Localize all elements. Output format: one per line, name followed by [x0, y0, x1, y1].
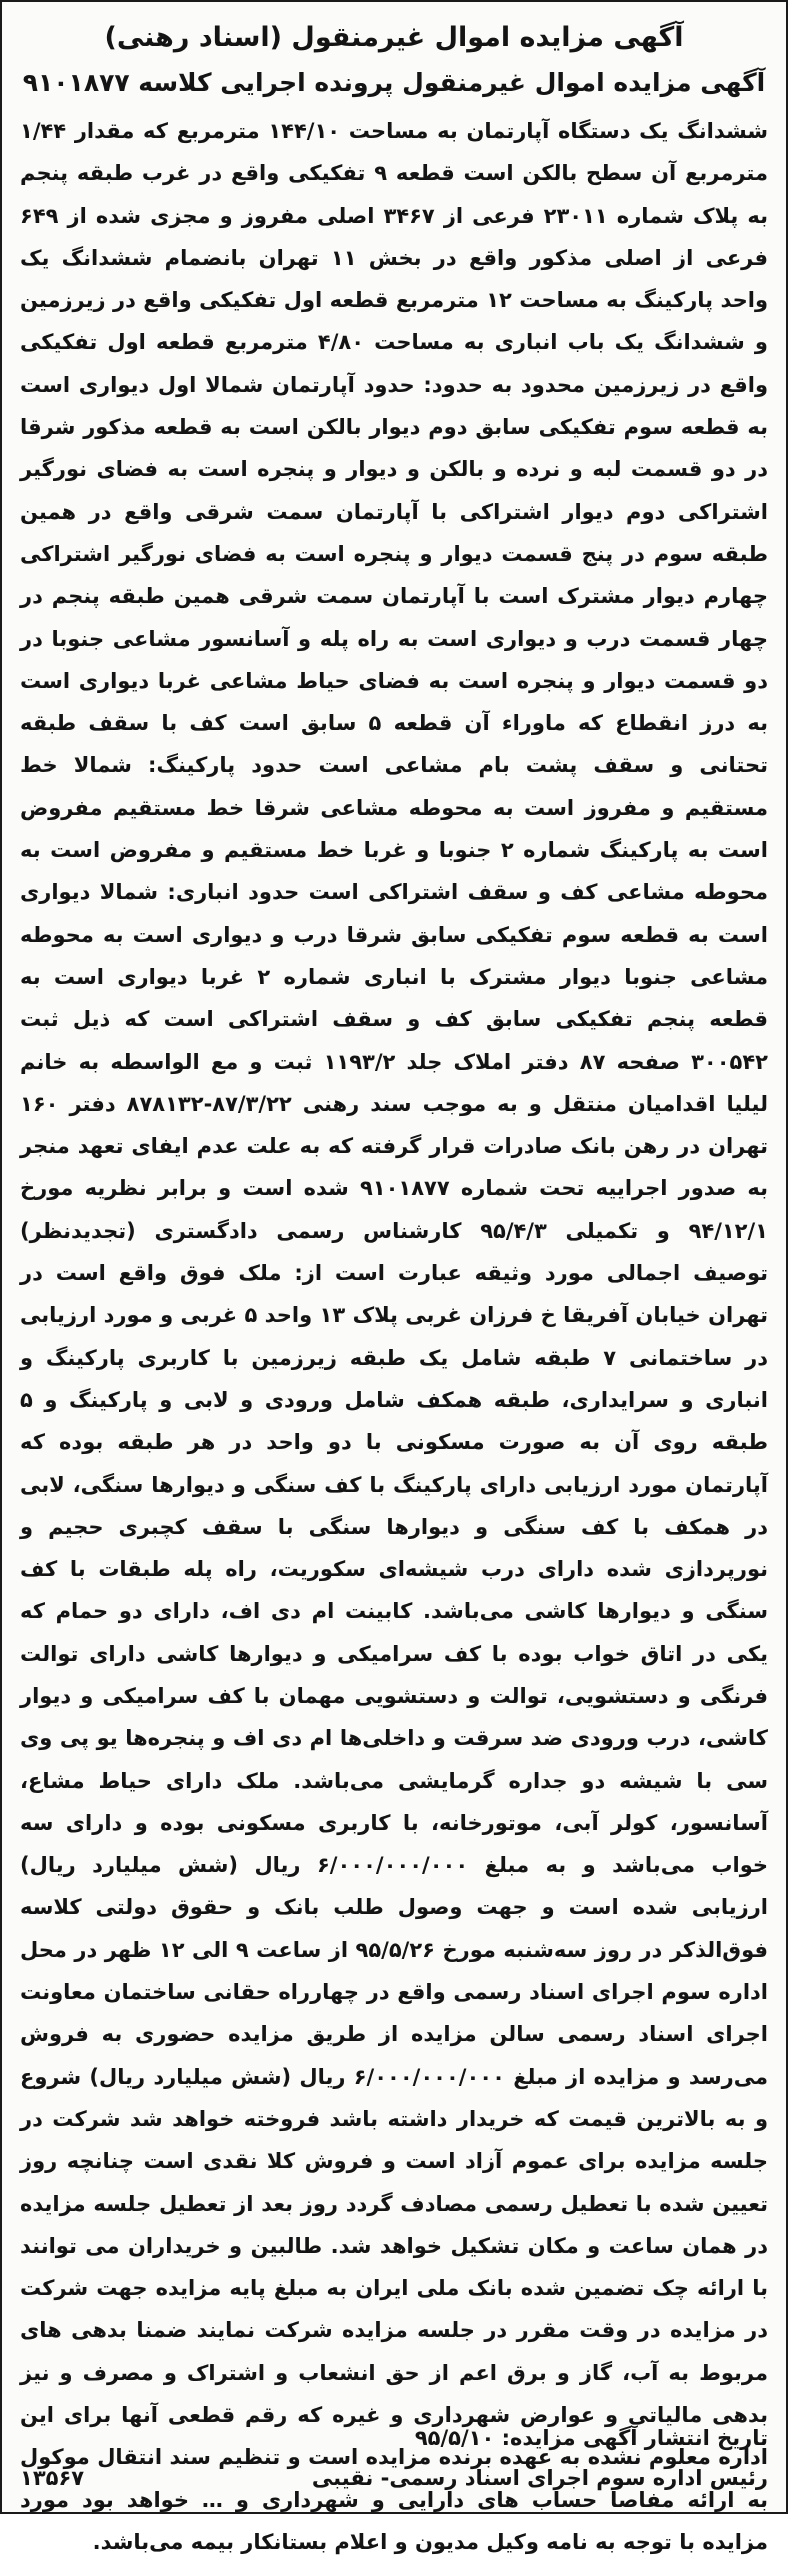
- notice-title: آگهی مزایده اموال غیرمنقول (اسناد رهنی): [104, 22, 684, 53]
- publish-date-row: [20, 2418, 768, 2458]
- signature: رئیس اداره سوم اجرای اسناد رسمی- نقیبی: [311, 2466, 768, 2490]
- notice-body: ششدانگ یک دستگاه آپارتمان به مساحت ۱۴۴/۱۰ مترمربع که مقدار ۱/۴۴ مترمربع آن سطح بالکن است قطعه ۹ تفکیکی واقع در غرب طبقه پنجم به پلاک شماره ۲۳۰۱۱ فرعی از ۳۴۶۷ اصلی مفروز و مجزی شده از ۶۴۹ فرعی از اصلی مذکور واقع در بخش ۱۱ تهران بانضمام ششدانگ یک واحد پارکینگ به مساحت ۱۲ مترمربع قطعه اول تفکیکی واقع در زیرزمین و ششدانگ یک باب انباری به مساحت ۴/۸۰ مترمربع قطعه اول تفکیکی واقع در زیرزمین محدود به حدود: حدود آپارتمان شمالا اول دیواری است به قطعه سوم تفکیکی سابق دوم دیوار بالکن است به قطعه مذکور شرقا در دو قسمت لبه و نرده و بالکن و دیوار و پنجره است به فضای نورگیر اشتراکی دوم دیوار اشتراکی با آپارتمان سمت شرقی واقع در همین طبقه سوم در پنج قسمت دیوار و پنجره است به فضای نورگیر اشتراکی چهارم دیوار مشترک است با آپارتمان سمت شرقی همین طبقه پنجم در چهار قسمت درب و دیواری است به راه پله و آسانسور مشاعی جنوبا در دو قسمت دیوار و پنجره است به فضای حیاط مشاعی غربا دیواری است به درز انقطاع که ماوراء آن قطعه ۵ سابق است کف با سقف طبقه تحتانی و سقف پشت بام مشاعی است حدود پارکینگ: شمالا خط مستقیم و مفروز است به محوطه مشاعی شرقا خط مستقیم مفروض است به پارکینگ شماره ۲ جنوبا و غربا خط مستقیم و مفروض است به محوطه مشاعی کف و سقف اشتراکی است حدود انباری: شمالا دیواری است به قطعه سوم تفکیکی سابق شرقا درب و دیواری است به محوطه مشاعی جنوبا دیوار مشترک با انباری شماره ۲ غربا دیواری است به قطعه پنجم تفکیکی سابق کف و سقف اشتراکی است که ذیل ثبت ۳۰۰۵۴۲ صفحه ۸۷ دفتر املاک جلد ۱۱۹۳/۲ ثبت و مع الواسطه به خانم لیلیا اقدامیان منتقل و به موجب سند رهنی ۸۷/۳/۲۲-۸۷۸۱۳۲ دفتر ۱۶۰ تهران در رهن بانک صادرات قرار گرفته که به علت عدم ایفای تعهد منجر به صدور اجراییه تحت شماره ۹۱۰۱۸۷۷ شده است و برابر نظریه مورخ ۹۴/۱۲/۱ و تکمیلی ۹۵/۴/۳ کارشناس رسمی دادگستری (تجدیدنظر) توصیف اجمالی مورد وثیقه عبارت است از: ملک فوق واقع است در تهران خیابان آفریقا خ فرزان غربی پلاک ۱۳ واحد ۵ غربی و مورد ارزیابی در ساختمانی ۷ طبقه شامل یک طبقه زیرزمین با کاربری پارکینگ و انباری و سرایداری، طبقه همکف شامل ورودی و لابی و پارکینگ و ۵ طبقه روی آن به صورت مسکونی با دو واحد در هر طبقه بوده که آپارتمان مورد ارزیابی دارای پارکینگ با کف سنگی و دیوارها سنگی، لابی در همکف با کف سنگی و دیوارها سنگی با سقف کچبری حجیم و نورپردازی شده دارای درب شیشه‌ای سکوریت، راه پله طبقات با کف سنگی و دیوارها کاشی می‌باشد. کابینت ام دی اف، دارای دو حمام که یکی در اتاق خواب بوده با کف سرامیکی و دیوارها کاشی دارای توالت فرنگی و دستشویی، توالت و دستشویی مهمان با کف سرامیکی و دیوار کاشی، درب ورودی ضد سرقت و داخلی‌ها ام دی اف و پنجره‌ها یو پی وی سی با شیشه دو جداره گرمایشی می‌باشد. ملک دارای حیاط مشاع، آسانسور، کولر آبی، موتورخانه، با کاربری مسکونی بوده و دارای سه خواب می‌باشد و به مبلغ ۶/۰۰۰/۰۰۰/۰۰۰ ریال (شش میلیارد ریال) ارزیابی شده است و جهت وصول طلب بانک و حقوق دولتی کلاسه فوق‌الذکر در روز سه‌شنبه مورخ ۹۵/۵/۲۶ از ساعت ۹ الی ۱۲ ظهر در محل اداره سوم اجرای اسناد رسمی واقع در چهارراه حقانی ساختمان معاونت اجرای اسناد رسمی سالن مزایده از طریق مزایده حضوری به فروش می‌رسد و مزایده از مبلغ ۶/۰۰۰/۰۰۰/۰۰۰ ریال (شش میلیارد ریال) شروع و به بالاترین قیمت که خریدار داشته باشد فروخته خواهد شد شرکت در جلسه مزایده برای عموم آزاد است و فروش کلا نقدی است چنانچه روز تعیین شده با تعطیل رسمی مصادف گردد روز بعد از تعطیل جلسه مزایده در همان ساعت و مکان تشکیل خواهد شد. طالبین و خریداران می توانند با ارائه چک تضمین شده بانک ملی ایران به مبلغ پایه مزایده جهت شرکت در مزایده در وقت مقرر در جلسه مزایده شرکت نمایند ضمنا بدهی های مربوط به آب، گاز و برق اعم از حق انشعاب و اشتراک و مصرف و نیز بدهی مالیاتی و عوارض شهرداری و غیره که رقم قطعی آنها برای این اداره معلوم نشده به عهده برنده مزایده است و تنظیم سند انتقال موکول به ارائه مفاصا حساب های دارایی و شهرداری و … خواهد بود مورد مزایده با توجه به نامه وکیل مدیون و اعلام بستانکار بیمه می‌باشد.: [20, 119, 769, 2554]
- reference-number: ۱۳۵۶۷: [20, 2466, 85, 2490]
- notice-footer: [20, 2418, 768, 2498]
- publish-date: تاریخ انتشار آگهی مزایده: ۹۵/۵/۱۰: [414, 2426, 768, 2450]
- notice-subtitle: آگهی مزایده اموال غیرمنقول پرونده اجرایی کلاسه ۹۱۰۱۸۷۷: [22, 68, 766, 97]
- signature-row: [20, 2458, 768, 2498]
